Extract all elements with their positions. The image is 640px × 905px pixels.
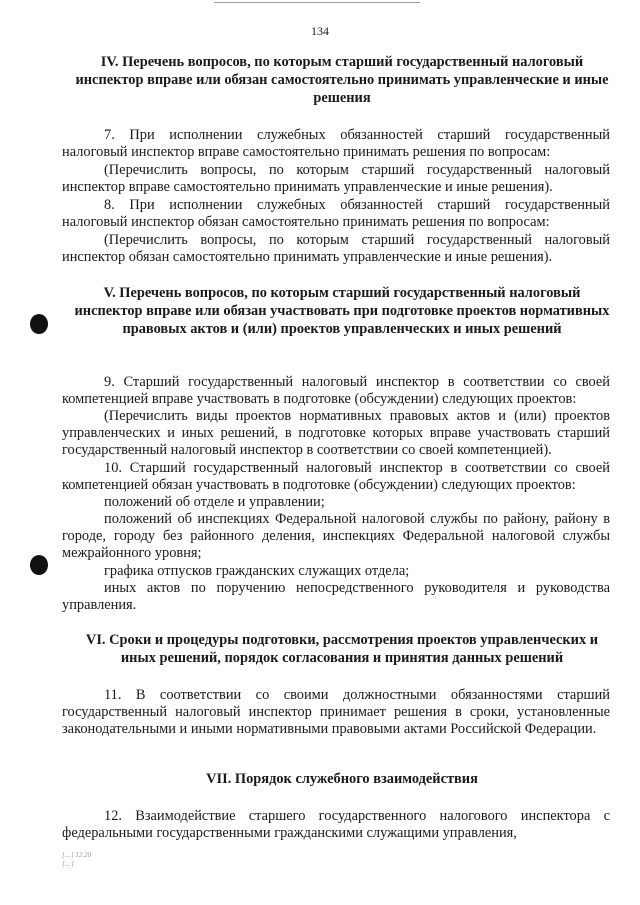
section-5-paragraph-9-note: (Перечислить виды проектов нормативных правовых актов и (или) проектов управленческих и иных решений, в подготовке которых вправе участвовать старший государственный налоговый инспектор в соответствии со своей компетенцией). <box>62 408 610 459</box>
punch-hole-bottom <box>30 555 48 575</box>
section-5-paragraph-9: 9. Старший государственный налоговый инспектор в соответствии со своей компетенцией вправе участвовать в подготовке (обсуждении) следующих проектов: <box>62 374 610 408</box>
footer-stamp-line-2: […] <box>62 860 74 868</box>
section-5-item-vacations: графика отпусков гражданских служащих отдела; <box>104 563 410 579</box>
page-number: 134 <box>311 24 329 38</box>
section-6-title: VI. Сроки и процедуры подготовки, рассмотрения проектов управленческих и иных решений, порядок согласования и принятия данных решений <box>85 632 599 666</box>
section-7-title: VII. Порядок служебного взаимодействия <box>206 771 478 787</box>
section-5-item-departments: положений об отделе и управлении; <box>104 494 325 510</box>
section-5-item-inspections: положений об инспекциях Федеральной налоговой службы по району, району в городе, городу без районного деления, инспекциях Федеральной налоговой службы межрайонного уровня; <box>62 511 610 562</box>
section-4-paragraph-7: 7. При исполнении служебных обязанностей старший государственный налоговый инспектор вправе самостоятельно принимать решения по вопросам: <box>62 127 610 161</box>
section-5-title: V. Перечень вопросов, по которым старший государственный налоговый инспектор вправе или обязан участвовать при подготовке проектов нормативных правовых актов и (или) проектов управленческих и иных решений <box>74 285 610 337</box>
section-4-paragraph-7-note: (Перечислить вопросы, по которым старший государственный налоговый инспектор вправе самостоятельно принимать управленческие и иные решения). <box>62 162 610 196</box>
footer-stamp-line-1: […] 12.20 <box>62 851 92 859</box>
scan-edge-line <box>214 2 420 3</box>
section-7-paragraph-12: 12. Взаимодействие старшего государственного налогового инспектора с федеральными государственными гражданскими служащими управления, <box>62 808 610 842</box>
section-4-paragraph-8: 8. При исполнении служебных обязанностей старший государственный налоговый инспектор обязан самостоятельно принимать решения по вопросам: <box>62 197 610 231</box>
section-5-item-other-acts: иных актов по поручению непосредственного руководителя и руководства управления. <box>62 580 610 614</box>
section-4-paragraph-8-note: (Перечислить вопросы, по которым старший государственный налоговый инспектор обязан самостоятельно принимать управленческие и иные решения). <box>62 232 610 266</box>
section-4-title: IV. Перечень вопросов, по которым старший государственный налоговый инспектор вправе или обязан самостоятельно принимать управленческие и иные решения <box>75 54 609 106</box>
section-5-paragraph-10: 10. Старший государственный налоговый инспектор в соответствии со своей компетенцией обязан участвовать в подготовке (обсуждении) следующих проектов: <box>62 460 610 494</box>
section-6-paragraph-11: 11. В соответствии со своими должностными обязанностями старший государственный налоговый инспектор принимает решения в сроки, установленные законодательными и иными нормативными правовыми актами Российской Федерации. <box>62 687 610 738</box>
punch-hole-top <box>30 314 48 334</box>
